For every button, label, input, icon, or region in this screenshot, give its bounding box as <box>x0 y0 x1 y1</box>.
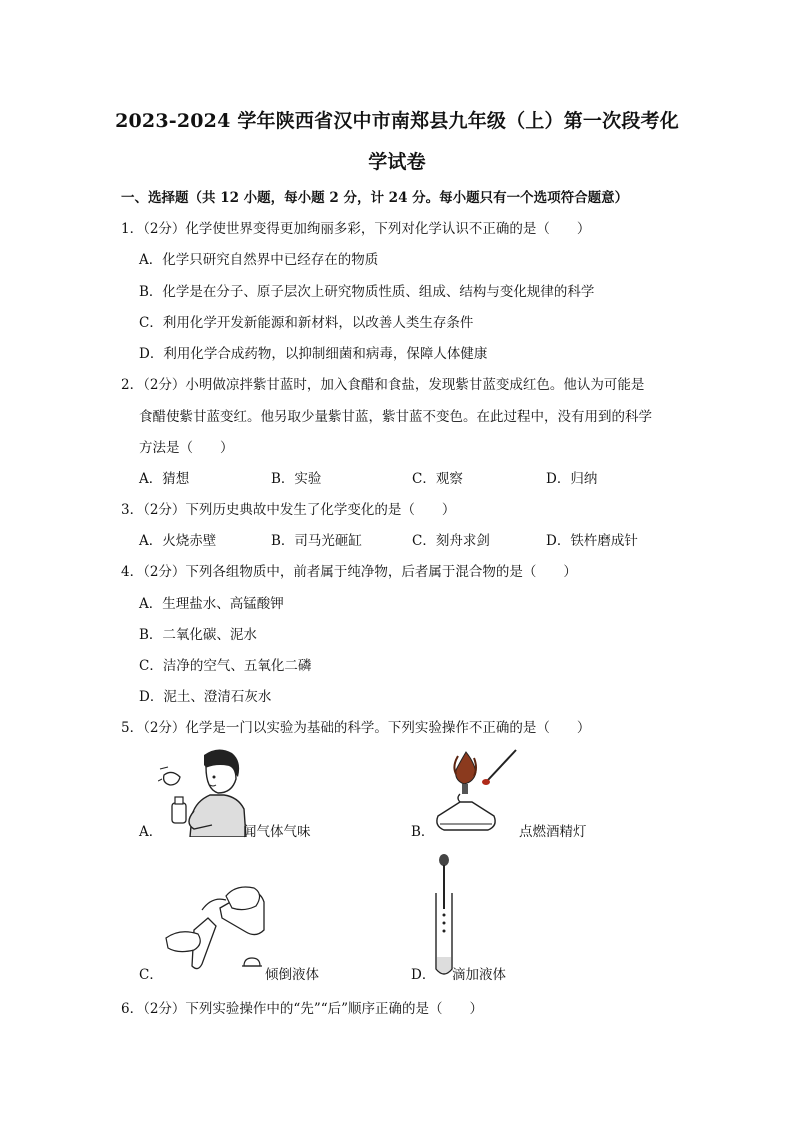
q5-option-c-caption: 倾倒液体 <box>265 967 319 983</box>
q2-option-a: A．猜想 <box>139 471 190 487</box>
q4-option-d: D．泥土、澄清石灰水 <box>139 689 272 705</box>
q2-stem-line2: 食醋使紫甘蓝变红。他另取少量紫甘蓝，紫甘蓝不变色。在此过程中，没有用到的科学 <box>139 409 652 425</box>
q3-option-b: B．司马光砸缸 <box>271 533 362 549</box>
q3-option-a: A．火烧赤壁 <box>139 533 217 549</box>
q4-option-a: A．生理盐水、高锰酸钾 <box>139 596 284 612</box>
q4-option-b: B．二氧化碳、泥水 <box>139 627 257 643</box>
q5-option-d-caption: 滴加液体 <box>452 967 506 983</box>
dropper-test-tube-illustration <box>432 853 456 979</box>
smell-gas-illustration <box>158 745 248 837</box>
q5-option-d-letter: D． <box>411 967 436 983</box>
q2-option-c: C．观察 <box>412 471 463 487</box>
q3-option-c: C．刻舟求剑 <box>412 533 490 549</box>
q3-option-d: D．铁杵磨成针 <box>546 533 638 549</box>
q5-option-a-letter: A． <box>139 824 163 840</box>
alcohol-lamp-illustration <box>430 746 525 836</box>
q1-stem: 1．（2分）化学使世界变得更加绚丽多彩，下列对化学认识不正确的是（ ） <box>121 221 591 237</box>
q2-option-d: D．归纳 <box>546 471 598 487</box>
q2-stem-line1: 2．（2分）小明做凉拌紫甘蓝时，加入食醋和食盐，发现紫甘蓝变成红色。他认为可能是 <box>121 377 645 393</box>
q5-stem: 5．（2分）化学是一门以实验为基础的科学。下列实验操作不正确的是（ ） <box>121 720 591 736</box>
q1-option-b: B．化学是在分子、原子层次上研究物质性质、组成、结构与变化规律的科学 <box>139 284 595 300</box>
q2-options <box>139 467 699 487</box>
q4-stem: 4．（2分）下列各组物质中，前者属于纯净物，后者属于混合物的是（ ） <box>121 564 577 580</box>
section-heading: 一、选择题（共 12 小题，每小题 2 分，计 24 分。每小题只有一个选项符合题意） <box>121 190 629 206</box>
q3-options <box>139 529 699 549</box>
q5-option-c-letter: C． <box>139 967 163 983</box>
q1-option-a: A．化学只研究自然界中已经存在的物质 <box>139 252 379 268</box>
q1-option-c: C．利用化学开发新能源和新材料，以改善人类生存条件 <box>139 315 474 331</box>
q3-stem: 3．（2分）下列历史典故中发生了化学变化的是（ ） <box>121 502 456 518</box>
q2-stem-line3: 方法是（ ） <box>139 440 234 456</box>
pour-liquid-illustration <box>160 882 270 977</box>
exam-title-line2: 学试卷 <box>368 151 426 173</box>
q5-option-b-letter: B． <box>411 824 435 840</box>
exam-title-line1: 2023-2024 学年陕西省汉中市南郑县九年级（上）第一次段考化 <box>115 110 679 132</box>
q6-stem: 6．（2分）下列实验操作中的“先”“后”顺序正确的是（ ） <box>121 1001 484 1017</box>
q5-option-b-caption: 点燃酒精灯 <box>519 824 587 840</box>
q4-option-c: C．洁净的空气、五氧化二磷 <box>139 658 312 674</box>
q1-option-d: D．利用化学合成药物，以抑制细菌和病毒，保障人体健康 <box>139 346 488 362</box>
q5-option-a-caption: 闻气体气味 <box>243 824 311 840</box>
q2-option-b: B．实验 <box>271 471 322 487</box>
